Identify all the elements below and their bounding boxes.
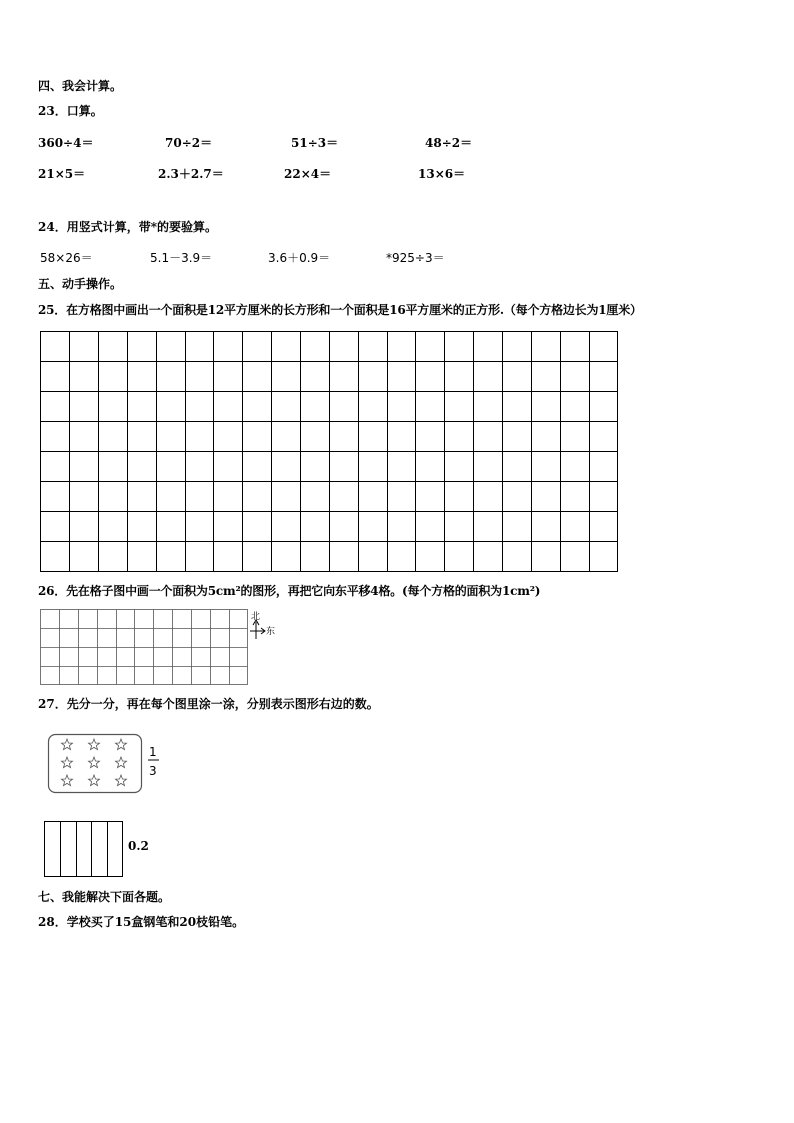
question-24-label: 24．用竖式计算，带*的要验算。 — [38, 220, 217, 234]
q23-item-2: 70÷2＝ — [165, 136, 213, 150]
question-28-label: 28．学校买了15盒钢笔和20枝铅笔。 — [38, 915, 245, 929]
q23-item-3: 51÷3＝ — [291, 136, 339, 150]
square-grid-large — [41, 332, 618, 572]
q23-item-4: 48÷2＝ — [425, 136, 473, 150]
q23-item-1: 360÷4＝ — [38, 136, 94, 150]
q24-item-1: 58×26＝ — [40, 251, 93, 265]
section-7-title: 七、我能解决下面各题。 — [38, 890, 171, 904]
strip-rectangle — [45, 822, 123, 877]
fraction-denominator: 3 — [149, 764, 157, 778]
north-label: 北 — [251, 612, 261, 622]
fraction-numerator: 1 — [149, 745, 157, 759]
east-label: 东 — [266, 627, 276, 637]
decimal-label: 0.2 — [128, 839, 149, 853]
question-23-label: 23．口算。 — [38, 104, 103, 118]
q24-item-4: *925÷3＝ — [386, 251, 445, 265]
q24-item-2: 5.1－3.9＝ — [150, 251, 213, 265]
q24-item-3: 3.6＋0.9＝ — [268, 251, 331, 265]
section-4-title: 四、我会计算。 — [38, 79, 123, 93]
section-5-title: 五、动手操作。 — [38, 277, 123, 291]
square-grid-small — [41, 610, 248, 685]
question-27-label: 27．先分一分，再在每个图里涂一涂，分别表示图形右边的数。 — [38, 697, 379, 711]
stars-panel — [49, 735, 142, 793]
q23-item-8: 13×6＝ — [418, 167, 466, 181]
q23-item-6: 2.3＋2.7＝ — [158, 167, 224, 181]
question-26-label: 26．先在格子图中画一个面积为5cm²的图形，再把它向东平移4格。(每个方格的面积为1cm²) — [38, 584, 541, 598]
question-25-label: 25．在方格图中画出一个面积是12平方厘米的长方形和一个面积是16平方厘米的正方形.（每个方格边长为1厘米） — [38, 303, 642, 317]
q23-item-7: 22×4＝ — [284, 167, 332, 181]
q23-item-5: 21×5＝ — [38, 167, 86, 181]
